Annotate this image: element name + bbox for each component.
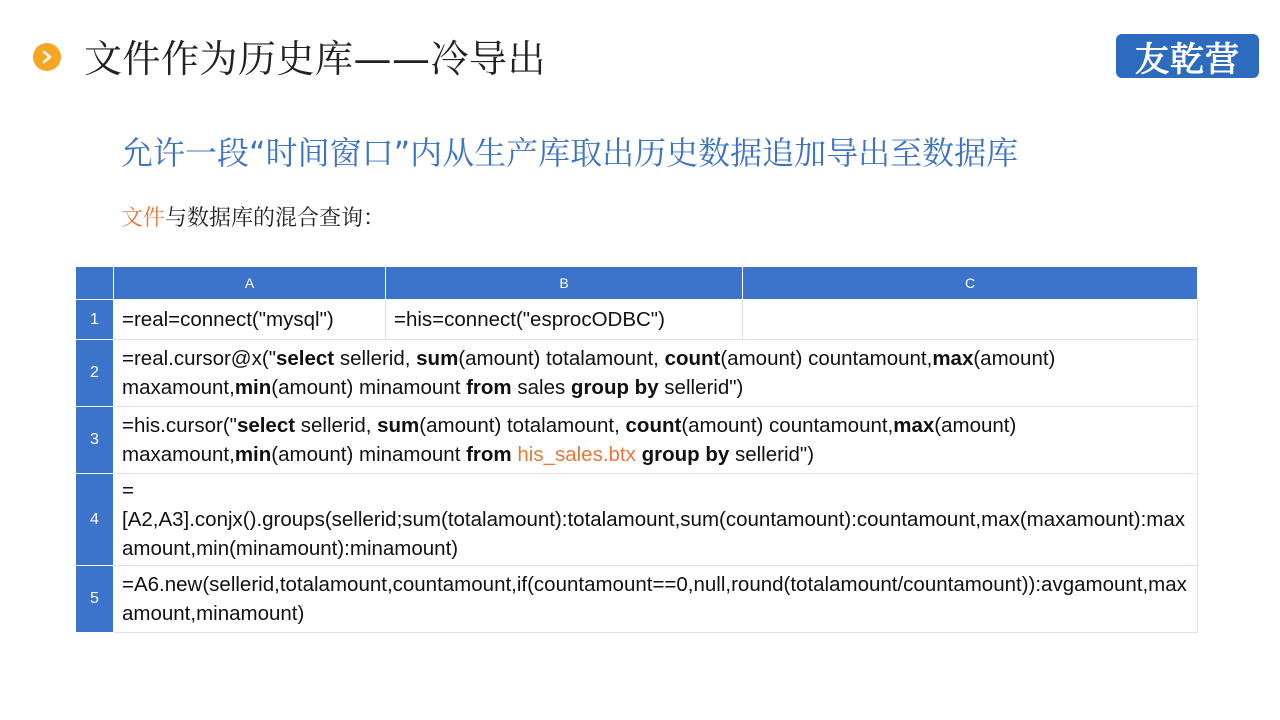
code-text: (amount) minamount <box>271 443 467 466</box>
page-title: 文件作为历史库——冷导出 <box>84 37 547 81</box>
code-text: (amount) countamount, <box>681 414 894 437</box>
sql-keyword: select <box>275 347 335 370</box>
description-text: 与数据库的混合查询： <box>165 206 386 231</box>
code-text: sellerid, <box>334 347 417 370</box>
cell-a4[interactable]: =[A2,A3].conjx().groups(sellerid;sum(totalamount):totalamount,sum(countamount):countamount,max(maxamount):maxamount,min(minamount):minamount) <box>114 474 1198 566</box>
row-header[interactable]: 2 <box>76 340 114 407</box>
cell-a5[interactable]: =A6.new(sellerid,totalamount,countamount,if(countamount==0,null,round(totalamount/countamount)):avgamount,maxamount,minamount) <box>114 566 1198 633</box>
cell-a2[interactable] <box>114 340 1198 407</box>
description-highlight: 文件 <box>121 206 166 231</box>
row-header[interactable]: 4 <box>76 474 114 566</box>
column-header-c[interactable]: C <box>743 267 1198 300</box>
code-text: (amount) maxamount, <box>122 347 1056 399</box>
grid-corner <box>76 267 114 300</box>
row-header[interactable]: 5 <box>76 566 114 633</box>
cell-b1[interactable]: =his=connect("esprocODBC") <box>386 300 743 340</box>
subtitle: 允许一段“时间窗口”内从生产库取出历史数据追加导出至数据库 <box>121 134 1019 172</box>
code-text: =his.cursor(" <box>122 414 237 437</box>
row-header[interactable]: 1 <box>76 300 114 340</box>
sql-keyword: count <box>625 414 682 437</box>
description <box>121 201 385 232</box>
sql-keyword: min <box>234 443 272 466</box>
code-text: (amount) totalamount, <box>458 347 665 370</box>
row-header[interactable]: 3 <box>76 407 114 474</box>
sql-keyword: select <box>236 414 296 437</box>
cell-a3[interactable] <box>114 407 1198 474</box>
code-text: sellerid") <box>658 376 744 399</box>
code-text: sellerid, <box>295 414 378 437</box>
sql-keyword: group by <box>570 376 659 399</box>
chevron-right-icon <box>33 43 61 71</box>
code-text: =real.cursor@x(" <box>122 347 276 370</box>
code-text: (amount) totalamount, <box>419 414 626 437</box>
code-text: (amount) minamount <box>271 376 467 399</box>
cell-c1[interactable] <box>743 300 1198 340</box>
table-row <box>76 474 1198 566</box>
sql-keyword: count <box>664 347 721 370</box>
column-header-b[interactable]: B <box>386 267 743 300</box>
sql-keyword: max <box>893 414 935 437</box>
table-name-highlight: his_sales.btx <box>517 443 636 466</box>
sql-keyword: min <box>234 376 272 399</box>
table-row <box>76 340 1198 407</box>
brand-logo: 友乾营 <box>1116 34 1259 78</box>
table-row <box>76 566 1198 633</box>
sql-keyword: max <box>932 347 974 370</box>
code-text: (amount) maxamount, <box>122 414 1017 466</box>
cell-a1[interactable]: =real=connect("mysql") <box>114 300 386 340</box>
code-text: sales <box>511 376 571 399</box>
sql-keyword: group by <box>641 443 730 466</box>
sql-keyword: sum <box>416 347 459 370</box>
column-header-a[interactable]: A <box>114 267 386 300</box>
code-text: sellerid") <box>729 443 815 466</box>
sql-keyword: from <box>466 376 512 399</box>
sql-keyword: from <box>466 443 512 466</box>
table-row <box>76 407 1198 474</box>
sql-keyword: sum <box>377 414 420 437</box>
code-text: (amount) countamount, <box>720 347 933 370</box>
script-grid <box>75 266 1198 633</box>
table-row <box>76 300 1198 340</box>
